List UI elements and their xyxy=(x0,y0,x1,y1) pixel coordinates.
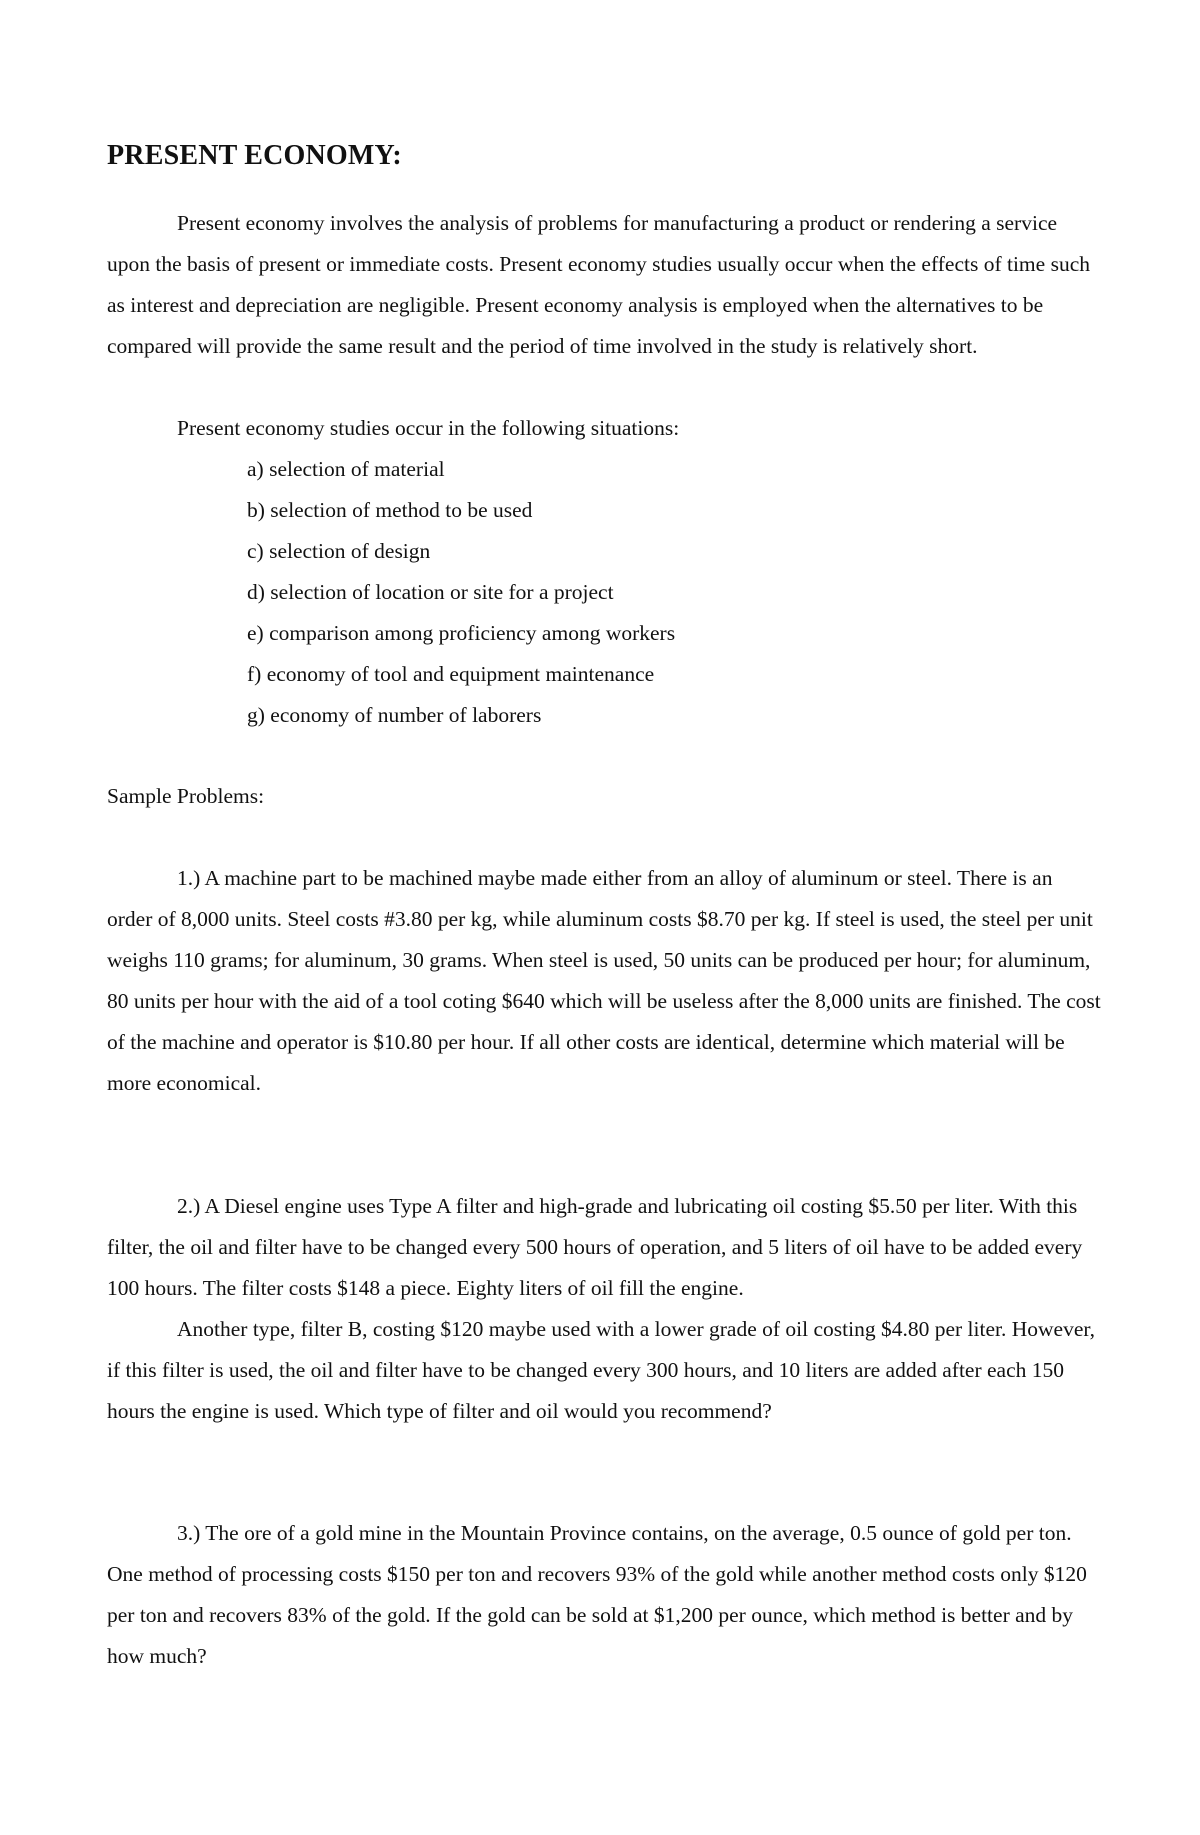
problem-2-continuation: Another type, filter B, costing $120 maybe used with a lower grade of oil costing $4.80 per liter. However, if this filter is used, the oil and filter have to be changed every 300 hours, and 10 liters are added after each 150 hours the engine is used. Which type of filter and oil would you recommend? xyxy=(107,1317,1096,1423)
list-item: c) selection of design xyxy=(247,539,431,563)
list-item: e) comparison among proficiency among workers xyxy=(247,621,676,645)
problem-3: 3.) The ore of a gold mine in the Mountain Province contains, on the average, 0.5 ounce of gold per ton. One method of processing costs $150 per ton and recovers 93% of the gold while another method costs only $120 per ton and recovers 83% of the gold. If the gold can be sold at $1,200 per ounce, which method is better and by how much? xyxy=(107,1521,1087,1668)
intro-paragraph: Present economy involves the analysis of problems for manufacturing a product or rendering a service upon the basis of present or immediate costs. Present economy studies usually occur when the effects of time such as interest and depreciation are negligible. Present economy analysis is employed when the alternatives to be compared will provide the same result and the period of time involved in the study is relatively short. xyxy=(107,211,1090,358)
page-title: PRESENT ECONOMY: xyxy=(107,140,402,171)
list-item: f) economy of tool and equipment maintenance xyxy=(247,662,655,686)
list-item: b) selection of method to be used xyxy=(247,498,533,522)
problem-1: 1.) A machine part to be machined maybe made either from an alloy of aluminum or steel. There is an order of 8,000 units. Steel costs #3.80 per kg, while aluminum costs $8.70 per kg. If steel is used, the steel per unit weighs 110 grams; for aluminum, 30 grams. When steel is used, 50 units can be produced per hour; for aluminum, 80 units per hour with the aid of a tool coting $640 which will be useless after the 8,000 units are finished. The cost of the machine and operator is $10.80 per hour. If all other costs are identical, determine which material will be more economical. xyxy=(107,866,1101,1095)
problem-2: 2.) A Diesel engine uses Type A filter and high-grade and lubricating oil costing $5.50 per liter. With this filter, the oil and filter have to be changed every 500 hours of operation, and 5 liters of oil have to be added every 100 hours. The filter costs $148 a piece. Eighty liters of oil fill the engine. xyxy=(107,1194,1083,1300)
list-item: a) selection of material xyxy=(247,457,445,481)
situations-list xyxy=(247,449,675,736)
sample-problems-label: Sample Problems: xyxy=(107,784,265,808)
list-item: d) selection of location or site for a project xyxy=(247,580,614,604)
situations-intro: Present economy studies occur in the following situations: xyxy=(177,416,680,440)
list-item: g) economy of number of laborers xyxy=(247,703,542,727)
